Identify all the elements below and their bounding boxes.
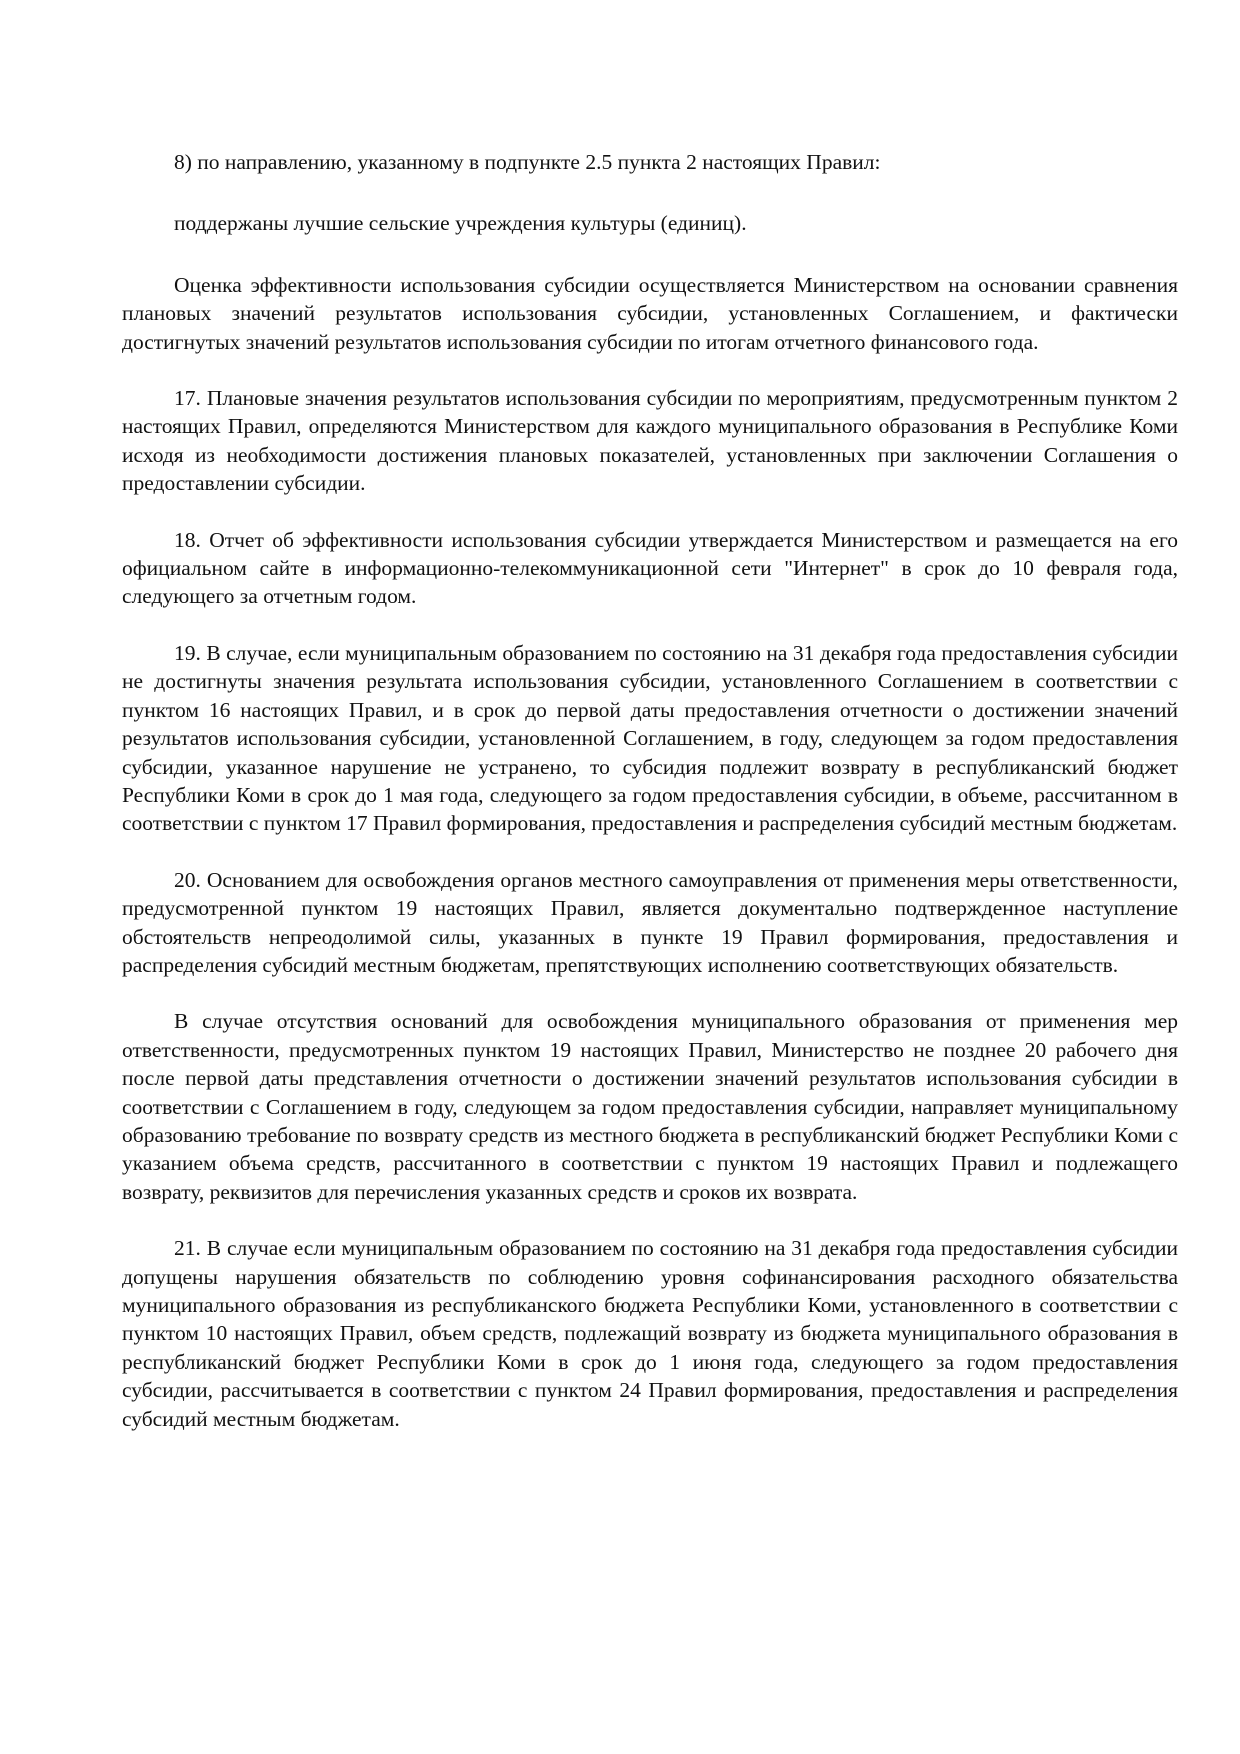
paragraph-result-indicator: поддержаны лучшие сельские учреждения культуры (единиц).	[174, 211, 747, 236]
paragraph-17: 17. Плановые значения результатов использования субсидии по мероприятиям, предусмотренным пунктом 2 настоящих Правил, определяются Министерством для каждого муниципального образования в Республике Коми исходя из необходимости достижения плановых показателей, установленных при заключении Соглашения о предоставлении субсидии.	[122, 386, 1178, 496]
paragraph-20: 20. Основанием для освобождения органов местного самоуправления от применения меры ответственности, предусмотренной пунктом 19 настоящих Правил, является документально подтвержденное наступление обстоятельств непреодолимой силы, указанных в пункте 19 Правил формирования, предоставления и распределения субсидий местным бюджетам, препятствующих исполнению соответствующих обязательств.	[122, 867, 1178, 977]
paragraph-21: 21. В случае если муниципальным образованием по состоянию на 31 декабря года предоставления субсидии допущены нарушения обязательств по соблюдению уровня софинансирования расходного обязательства муниципального образования из республиканского бюджета Республики Коми, установленного в соответствии с пунктом 10 настоящих Правил, объем средств, подлежащий возврату из бюджета муниципального образования в республиканский бюджет Республики Коми в срок до 1 июня года, следующего за годом предоставления субсидии, рассчитывается в соответствии с пунктом 24 Правил формирования, предоставления и распределения субсидий местным бюджетам.	[122, 1236, 1178, 1431]
paragraph-20-continuation: В случае отсутствия оснований для освобождения муниципального образования от применения мер ответственности, предусмотренных пунктом 19 настоящих Правил, Министерство не позднее 20 рабочего дня после первой даты представления отчетности о достижении значений результатов использования субсидии в соответствии с Соглашением в году, следующем за годом предоставления субсидии, направляет муниципальному образованию требование по возврату средств из местного бюджета в республиканский бюджет Республики Коми с указанием объема средств, рассчитанного в соответствии с пунктом 19 настоящих Правил и подлежащего возврату, реквизитов для перечисления указанных средств и сроков их возврата.	[122, 1009, 1178, 1204]
document-body	[122, 148, 1178, 1461]
paragraph-18: 18. Отчет об эффективности использования субсидии утверждается Министерством и размещается на его официальном сайте в информационно-телекоммуникационной сети "Интернет" в срок до 10 февраля года, следующего за отчетным годом.	[122, 527, 1178, 609]
paragraph-19: 19. В случае, если муниципальным образованием по состоянию на 31 декабря года предоставления субсидии не достигнуты значения результата использования субсидии, установленного Соглашением в соответствии с пунктом 16 настоящих Правил, и в срок до первой даты предоставления отчетности о достижении значений результатов использования субсидии, установленной Соглашением, в году, следующем за годом предоставления субсидии, указанное нарушение не устранено, то субсидия подлежит возврату в республиканский бюджет Республики Коми в срок до 1 мая года, следующего за годом предоставления субсидии, в объеме, рассчитанном в соответствии с пунктом 17 Правил формирования, предоставления и распределения субсидий местным бюджетам.	[122, 640, 1178, 836]
paragraph-item-8: 8) по направлению, указанному в подпункте 2.5 пункта 2 настоящих Правил:	[174, 150, 881, 174]
paragraph-efficiency-assessment: Оценка эффективности использования субсидии осуществляется Министерством на основании сравнения плановых значений результатов использования субсидии, установленных Соглашением, и фактически достигнутых значений результатов использования субсидии по итогам отчетного финансового года.	[122, 272, 1178, 354]
